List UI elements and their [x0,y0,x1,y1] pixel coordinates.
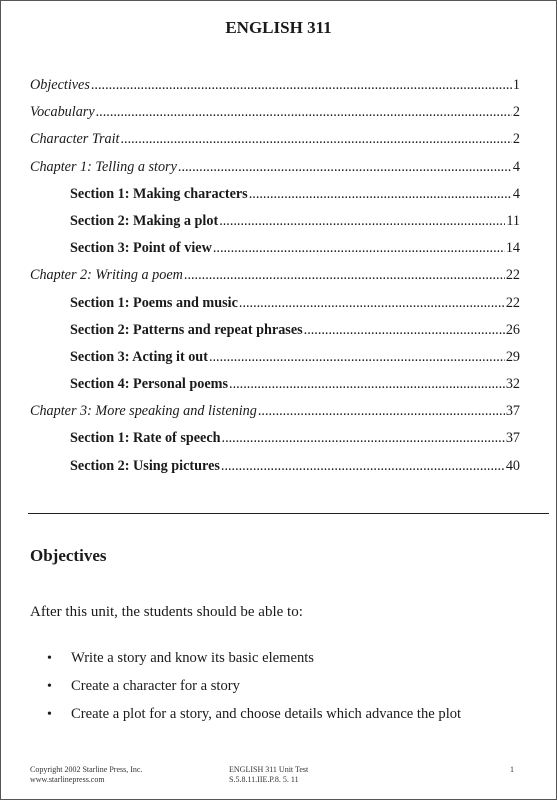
toc-entry-page: 11 [506,212,520,229]
toc-entry[interactable] [30,186,520,213]
toc-entry[interactable] [30,322,520,349]
toc-dot-leader [209,349,505,366]
toc-entry-label: Section 1: Poems and music [70,294,238,311]
footer-copyright [30,765,142,784]
toc-dot-leader [239,295,505,312]
toc-entry[interactable] [30,349,520,376]
toc-entry[interactable] [30,295,520,322]
objective-item [47,678,461,706]
objectives-intro: After this unit, the students should be able to: [30,604,303,620]
footer-page-number: 1 [510,765,514,774]
toc-dot-leader [229,376,505,393]
toc-entry-label: Section 2: Patterns and repeat phrases [70,321,303,338]
toc-entry[interactable] [30,104,520,131]
footer-unit-code: S.5.8.11.IIE.P.8. 5. 11 [229,774,299,784]
toc-entry-label: Chapter 1: Telling a story [30,158,177,175]
toc-entry[interactable] [30,403,520,430]
section-divider [28,513,549,514]
toc-dot-leader [184,267,505,284]
objective-text: Create a character for a story [71,678,240,694]
objective-text: Write a story and know its basic elements [71,650,314,666]
toc-entry-label: Chapter 2: Writing a poem [30,267,183,284]
toc-dot-leader [178,159,512,176]
toc-dot-leader [120,131,511,148]
footer-website[interactable]: www.starlinepress.com [30,774,105,784]
toc-dot-leader [91,77,512,94]
toc-dot-leader [222,430,505,447]
toc-entry[interactable] [30,240,520,267]
toc-entry-label: Vocabulary [30,104,95,121]
toc-entry-page: 37 [505,430,520,447]
toc-entry[interactable] [30,131,520,158]
toc-entry-label: Section 2: Making a plot [70,212,219,229]
toc-entry-page: 1 [512,77,520,93]
toc-entry-label: Character Trait [30,131,120,148]
toc-entry[interactable] [30,213,520,240]
toc-entry[interactable] [30,159,520,186]
toc-entry-page: 2 [512,104,520,121]
objectives-heading: Objectives [30,546,107,565]
toc-dot-leader [258,403,505,420]
toc-entry-label: Chapter 3: More speaking and listening [30,403,257,420]
objective-text: Create a plot for a story, and choose details which advance the plot [71,706,462,722]
toc-entry[interactable] [30,430,520,457]
toc-entry-label: Section 3: Point of view [70,240,212,257]
toc-entry-page: 32 [505,376,520,393]
toc-entry-label: Section 4: Personal poems [70,376,229,393]
toc-entry-page: 26 [505,321,520,338]
objectives-list [47,650,461,734]
objective-item [47,706,461,734]
toc-dot-leader [304,322,505,339]
table-of-contents [30,77,520,485]
toc-entry-page: 22 [505,267,520,284]
toc-entry-label: Section 3: Acting it out [70,348,208,365]
toc-entry[interactable] [30,267,520,294]
toc-entry-label: Section 1: Rate of speech [70,430,221,447]
toc-entry-page: 40 [505,457,520,474]
footer-unit-info [229,765,308,784]
toc-entry-page: 4 [512,158,520,175]
bullet-icon: • [47,651,52,666]
toc-entry-page: 29 [505,348,520,365]
toc-entry-page: 2 [512,131,520,148]
bullet-icon: • [47,707,52,722]
footer-unit-title: ENGLISH 311 Unit Test [229,765,309,774]
toc-entry-label: Objectives [30,77,90,93]
toc-entry-page: 14 [505,240,520,257]
toc-entry-label: Section 1: Making characters [70,185,248,202]
toc-entry[interactable] [30,376,520,403]
toc-entry-page: 37 [505,403,520,420]
bullet-icon: • [47,679,52,694]
document-title: ENGLISH 311 [225,18,332,37]
toc-dot-leader [249,186,512,203]
toc-entry-page: 4 [512,185,520,202]
toc-dot-leader [221,458,505,475]
toc-entry-page: 22 [505,294,520,311]
objective-item [47,650,461,678]
toc-entry[interactable] [30,77,520,104]
toc-dot-leader [219,213,505,230]
toc-entry-label: Section 2: Using pictures [70,457,220,474]
toc-dot-leader [213,240,505,257]
footer-copyright-text: Copyright 2002 Starline Press, Inc. [30,765,143,774]
toc-dot-leader [96,104,512,121]
toc-entry[interactable] [30,458,520,485]
